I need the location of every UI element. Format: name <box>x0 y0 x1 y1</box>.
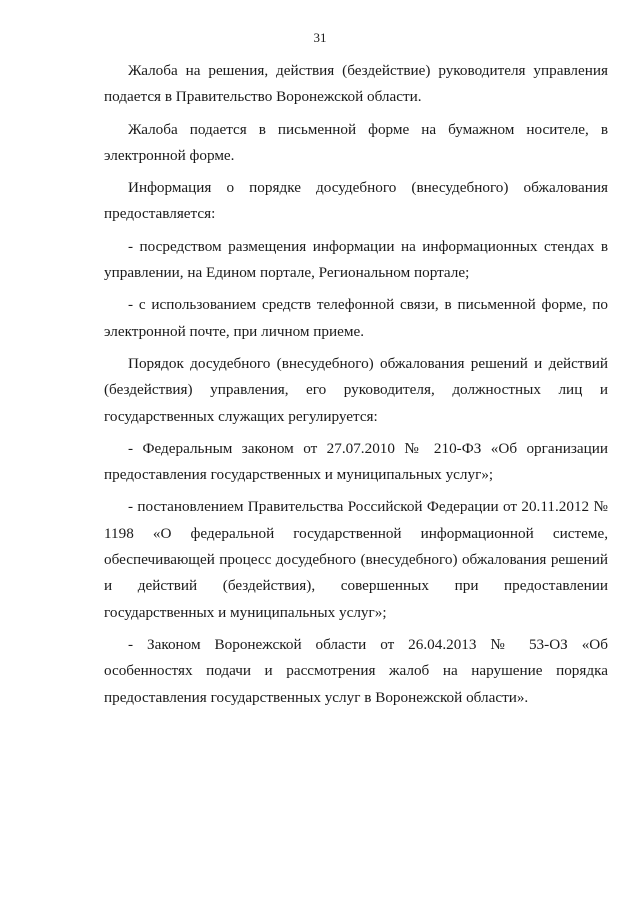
paragraph-government-decree: - постановлением Правительства Российской Федерации от 20.11.2012 № 1198 «О федеральной государственной информационной системе, обеспечивающей процесс досудебного (внесудебного) обжалования решений и действий (бездействия), совершенных при предоставлении государственных и муниципальных услуг»; <box>104 498 608 621</box>
page-number: 31 <box>313 30 327 45</box>
document-body <box>104 58 608 711</box>
paragraph-information-intro: Информация о порядке досудебного (внесудебного) обжалования предоставляется: <box>104 179 608 223</box>
paragraph-regional-law: - Законом Воронежской области от 26.04.2013 № 53-ОЗ «Об особенностях подачи и рассмотрения жалоб на нарушение порядка предоставления государственных услуг в Воронежской области». <box>104 635 608 706</box>
paragraph-complaint-form: Жалоба подается в письменной форме на бумажном носителе, в электронной форме. <box>104 120 608 164</box>
paragraph-regulation-intro: Порядок досудебного (внесудебного) обжалования решений и действий (бездействия) управления, его руководителя, должностных лиц и государственных служащих регулируется: <box>104 354 608 425</box>
paragraph-federal-law: - Федеральным законом от 27.07.2010 № 210-ФЗ «Об организации предоставления государственных и муниципальных услуг»; <box>104 439 608 484</box>
paragraph-info-stands: - посредством размещения информации на информационных стендах в управлении, на Едином портале, Региональном портале; <box>104 237 608 282</box>
paragraph-complaint-recipient: Жалоба на решения, действия (бездействие) руководителя управления подается в Правительство Воронежской области. <box>104 62 608 106</box>
paragraph-info-channels: - с использованием средств телефонной связи, в письменной форме, по электронной почте, при личном приеме. <box>104 296 608 340</box>
